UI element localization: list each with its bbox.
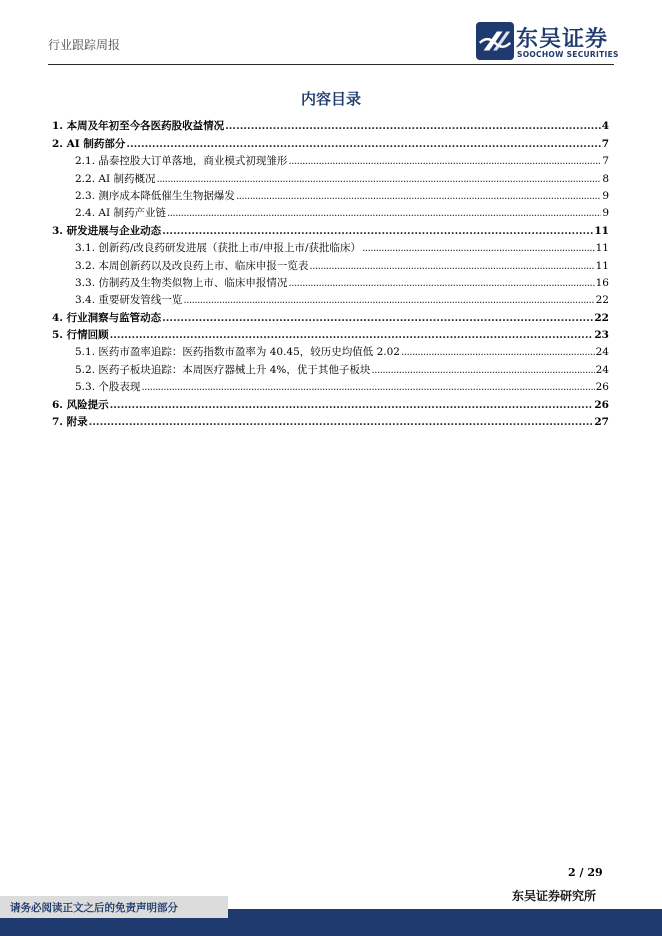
toc-entry-title: 2.4. AI 制药产业链 xyxy=(75,207,166,220)
toc-entry-title: 2.3. 测序成本降低催生生物据爆发 xyxy=(75,189,235,202)
toc-entry-page: 8 xyxy=(602,172,609,185)
toc-entry-title: 2. AI 制药部分 xyxy=(52,137,126,150)
toc-entry[interactable] xyxy=(52,273,609,290)
toc-leader-dots xyxy=(89,416,594,429)
toc-entry-title: 3.3. 仿制药及生物类似物上市、临床申报情况 xyxy=(75,276,288,289)
toc-entry-title: 7. 附录 xyxy=(52,416,88,429)
toc-leader-dots xyxy=(401,346,595,359)
disclaimer-text: 请务必阅读正文之后的免责声明部分 xyxy=(10,902,178,914)
toc-entry[interactable] xyxy=(52,412,609,429)
soochow-logo-icon xyxy=(476,22,514,60)
toc-entry-title: 5.2. 医药子板块追踪：本周医疗器械上升 4%，优于其他子板块 xyxy=(75,363,371,376)
toc-leader-dots xyxy=(225,120,601,133)
toc-entry[interactable] xyxy=(52,116,609,133)
toc-entry-title: 4. 行业洞察与监管动态 xyxy=(52,311,162,324)
toc-entry-title: 3.4. 重要研发管线一览 xyxy=(75,294,183,307)
header-divider xyxy=(48,64,614,65)
toc-entry-title: 5.1. 医药市盈率追踪：医药指数市盈率为 40.45，较历史均值低 2.02 xyxy=(75,346,400,359)
logo-text-cn: 东吴证券 xyxy=(516,27,609,52)
toc-leader-dots xyxy=(141,381,594,394)
toc-entry[interactable] xyxy=(52,220,609,237)
toc-entry[interactable] xyxy=(52,377,609,394)
toc-entry[interactable] xyxy=(52,359,609,376)
footer-org-name: 东吴证券研究所 xyxy=(512,889,597,903)
toc-entry-title: 3.1. 创新药/改良药研发进展（获批上市/申报上市/获批临床） xyxy=(75,242,361,255)
toc-leader-dots xyxy=(309,260,594,273)
toc-entry[interactable] xyxy=(52,290,609,307)
toc-leader-dots xyxy=(126,138,600,151)
toc-entry-title: 1. 本周及年初至今各医药股收益情况 xyxy=(52,120,225,133)
logo-text-en: SOOCHOW SECURITIES xyxy=(517,50,619,59)
toc-leader-dots xyxy=(162,312,593,325)
toc-entry-title: 2.2. AI 制药概况 xyxy=(75,172,156,185)
report-category: 行业跟踪周报 xyxy=(48,38,121,52)
toc-entry[interactable] xyxy=(52,307,609,324)
toc-entry-page: 23 xyxy=(594,329,609,342)
toc-entry-title: 2.1. 晶泰控股大订单落地，商业模式初现雏形 xyxy=(75,155,288,168)
toc-entry[interactable] xyxy=(52,255,609,272)
toc-entry-page: 26 xyxy=(594,398,609,411)
toc-leader-dots xyxy=(183,294,594,307)
toc-entry-page: 11 xyxy=(594,224,609,237)
toc-entry-page: 27 xyxy=(594,416,609,429)
toc-leader-dots xyxy=(288,277,594,290)
page-indicator: 2 / 29 xyxy=(568,866,603,879)
toc-entry-page: 22 xyxy=(595,294,609,307)
toc-leader-dots xyxy=(156,173,601,186)
toc-leader-dots xyxy=(167,207,601,220)
toc-entry-title: 5. 行情回顾 xyxy=(52,329,109,342)
toc-entry-page: 22 xyxy=(594,311,609,324)
toc-leader-dots xyxy=(110,399,594,412)
toc-title: 内容目录 xyxy=(300,90,361,108)
toc-entry[interactable] xyxy=(52,151,609,168)
toc-entry-page: 16 xyxy=(595,276,609,289)
toc-entry-page: 24 xyxy=(595,346,609,359)
toc-entry-page: 11 xyxy=(595,259,609,272)
toc-entry-page: 7 xyxy=(602,155,609,168)
toc-entry[interactable] xyxy=(52,238,609,255)
toc-entry[interactable] xyxy=(52,325,609,342)
toc-leader-dots xyxy=(362,242,595,255)
toc-entry-page: 24 xyxy=(595,363,609,376)
toc-leader-dots xyxy=(162,225,593,238)
toc-entry-page: 9 xyxy=(602,189,609,202)
toc-entry[interactable] xyxy=(52,186,609,203)
toc-entry-title: 3.2. 本周创新药以及改良药上市、临床申报一览表 xyxy=(75,259,309,272)
toc-entry[interactable] xyxy=(52,394,609,411)
toc-entry-page: 26 xyxy=(595,381,609,394)
toc-entry-page: 4 xyxy=(601,120,609,133)
toc-entry[interactable] xyxy=(52,342,609,359)
toc-entry[interactable] xyxy=(52,203,609,220)
brand-logo xyxy=(476,22,626,62)
toc-entry-page: 11 xyxy=(595,242,609,255)
toc-entry-page: 7 xyxy=(601,137,609,150)
table-of-contents xyxy=(52,116,609,429)
toc-entry[interactable] xyxy=(52,133,609,150)
toc-entry-title: 5.3. 个股表现 xyxy=(75,381,141,394)
toc-leader-dots xyxy=(236,190,601,203)
toc-entry-page: 9 xyxy=(602,207,609,220)
toc-entry-title: 3. 研发进展与企业动态 xyxy=(52,224,162,237)
toc-leader-dots xyxy=(110,329,594,342)
toc-entry[interactable] xyxy=(52,168,609,185)
toc-entry-title: 6. 风险提示 xyxy=(52,398,109,411)
toc-leader-dots xyxy=(288,155,601,168)
toc-leader-dots xyxy=(371,364,594,377)
